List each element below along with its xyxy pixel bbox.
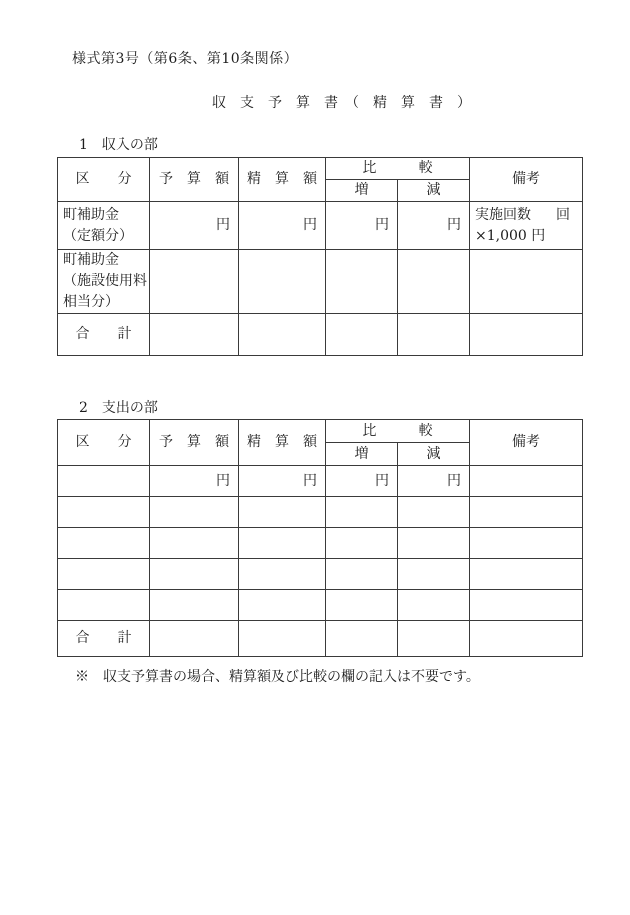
expenditure-empty-row bbox=[58, 559, 583, 590]
increase-amount-cell bbox=[326, 250, 398, 314]
expenditure-header-budget: 予 算 額 bbox=[150, 420, 239, 466]
expenditure-header-row-1 bbox=[58, 420, 583, 443]
budget-amount-cell: 円 bbox=[150, 202, 239, 250]
expenditure-empty-row bbox=[58, 590, 583, 621]
income-table bbox=[57, 157, 583, 356]
expenditure-empty-row bbox=[58, 497, 583, 528]
remarks-cell bbox=[470, 314, 583, 356]
category-cell bbox=[58, 559, 150, 590]
category-cell: 町補助金 （定額分） bbox=[58, 202, 150, 250]
total-label-cell: 合 計 bbox=[58, 314, 150, 356]
settlement-amount-cell bbox=[239, 250, 326, 314]
income-row-subsidy-facility bbox=[58, 250, 583, 314]
remarks-cell bbox=[470, 202, 583, 250]
budget-amount-cell bbox=[150, 314, 239, 356]
increase-amount-cell: 円 bbox=[326, 202, 398, 250]
increase-amount-cell: 円 bbox=[326, 466, 398, 497]
budget-amount-cell bbox=[150, 621, 239, 657]
income-header-comparison: 比 較 bbox=[326, 158, 470, 180]
settlement-amount-cell: 円 bbox=[239, 466, 326, 497]
increase-amount-cell bbox=[326, 621, 398, 657]
expenditure-header-category: 区 分 bbox=[58, 420, 150, 466]
category-cell bbox=[58, 497, 150, 528]
expenditure-header-remarks: 備考 bbox=[470, 420, 583, 466]
total-label-cell: 合 計 bbox=[58, 621, 150, 657]
remarks-cell bbox=[470, 528, 583, 559]
remarks-cell bbox=[470, 621, 583, 657]
settlement-amount-cell bbox=[239, 528, 326, 559]
remarks-cell bbox=[470, 250, 583, 314]
remarks-line-1 bbox=[475, 205, 570, 226]
category-cell: 町補助金 （施設使用料 相当分） bbox=[58, 250, 150, 314]
category-cell bbox=[58, 466, 150, 497]
increase-amount-cell bbox=[326, 497, 398, 528]
settlement-amount-cell: 円 bbox=[239, 202, 326, 250]
remarks-cell bbox=[470, 590, 583, 621]
form-number: 様式第3号（第6条、第10条関係） bbox=[72, 51, 299, 67]
income-header-remarks: 備考 bbox=[470, 158, 583, 202]
income-header-budget: 予 算 額 bbox=[150, 158, 239, 202]
budget-amount-cell bbox=[150, 559, 239, 590]
remarks-cell bbox=[470, 497, 583, 528]
income-header-settlement: 精 算 額 bbox=[239, 158, 326, 202]
budget-amount-cell bbox=[150, 528, 239, 559]
remarks-count-label: 実施回数 bbox=[475, 206, 531, 223]
expenditure-empty-row bbox=[58, 528, 583, 559]
decrease-amount-cell bbox=[398, 528, 470, 559]
income-header-row-1 bbox=[58, 158, 583, 180]
settlement-amount-cell bbox=[239, 621, 326, 657]
expenditure-unit-row bbox=[58, 466, 583, 497]
remarks-line-2: ×1,000 円 bbox=[475, 227, 546, 244]
expenditure-section-heading: 2 支出の部 bbox=[79, 400, 158, 416]
category-cell bbox=[58, 528, 150, 559]
expenditure-header-increase: 増 bbox=[326, 443, 398, 466]
budget-amount-cell bbox=[150, 250, 239, 314]
expenditure-header-settlement: 精 算 額 bbox=[239, 420, 326, 466]
decrease-amount-cell bbox=[398, 590, 470, 621]
income-header-decrease: 減 bbox=[398, 180, 470, 202]
settlement-amount-cell bbox=[239, 590, 326, 621]
income-row-subsidy-fixed bbox=[58, 202, 583, 250]
remarks-count-unit: 回 bbox=[556, 206, 570, 223]
footnote: ※ 収支予算書の場合、精算額及び比較の欄の記入は不要です。 bbox=[75, 669, 480, 685]
increase-amount-cell bbox=[326, 559, 398, 590]
expenditure-row-total bbox=[58, 621, 583, 657]
category-cell bbox=[58, 590, 150, 621]
expenditure-header-decrease: 減 bbox=[398, 443, 470, 466]
budget-amount-cell: 円 bbox=[150, 466, 239, 497]
income-header-category: 区 分 bbox=[58, 158, 150, 202]
expenditure-header-comparison: 比 較 bbox=[326, 420, 470, 443]
remarks-cell bbox=[470, 466, 583, 497]
document-title: 収 支 予 算 書 （ 精 算 書 ） bbox=[212, 95, 471, 111]
expenditure-table bbox=[57, 419, 583, 657]
budget-amount-cell bbox=[150, 497, 239, 528]
decrease-amount-cell: 円 bbox=[398, 202, 470, 250]
increase-amount-cell bbox=[326, 314, 398, 356]
decrease-amount-cell: 円 bbox=[398, 466, 470, 497]
settlement-amount-cell bbox=[239, 497, 326, 528]
decrease-amount-cell bbox=[398, 621, 470, 657]
decrease-amount-cell bbox=[398, 314, 470, 356]
remarks-cell bbox=[470, 559, 583, 590]
income-row-total bbox=[58, 314, 583, 356]
increase-amount-cell bbox=[326, 528, 398, 559]
budget-amount-cell bbox=[150, 590, 239, 621]
settlement-amount-cell bbox=[239, 559, 326, 590]
settlement-amount-cell bbox=[239, 314, 326, 356]
increase-amount-cell bbox=[326, 590, 398, 621]
decrease-amount-cell bbox=[398, 250, 470, 314]
decrease-amount-cell bbox=[398, 559, 470, 590]
income-section-heading: 1 収入の部 bbox=[79, 137, 158, 153]
decrease-amount-cell bbox=[398, 497, 470, 528]
income-header-increase: 増 bbox=[326, 180, 398, 202]
